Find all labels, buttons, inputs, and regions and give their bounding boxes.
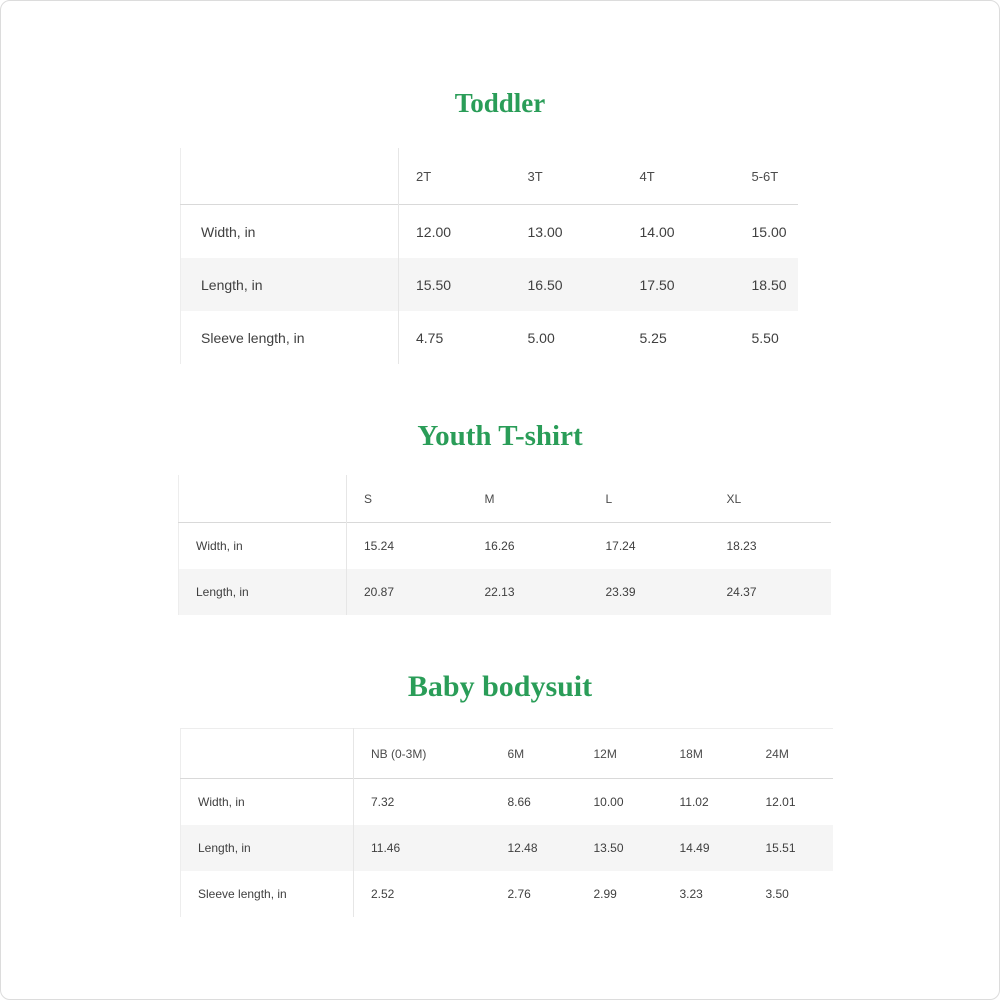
size-value-cell: 16.50 [527,276,563,293]
toddler-column-header: 4T [639,168,655,184]
size-value-cell: 13.50 [593,841,624,855]
size-value-cell: 14.49 [679,841,710,855]
row-label-sleeve-length: Sleeve length, in [181,311,399,364]
size-value-cell: 14.00 [639,223,675,240]
row-label-length: Length, in [179,569,347,615]
baby-column-header: 24M [765,746,789,761]
baby-column-header: 6M [507,746,525,761]
row-label-width: Width, in [179,523,347,570]
toddler-corner-cell [181,148,399,205]
size-value-cell: 20.87 [364,585,395,599]
size-value-cell: 15.50 [416,276,452,293]
baby-corner-cell [181,729,354,779]
table-row [181,779,833,826]
size-value-cell: 11.02 [679,795,709,809]
row-label-width: Width, in [181,779,354,826]
size-value-cell: 3.50 [765,887,789,901]
youth-header-row [179,475,831,523]
table-row [181,871,833,917]
size-value-cell: 2.76 [507,887,531,901]
size-value-cell: 2.52 [371,887,395,901]
baby-section-title: Baby bodysuit [407,670,593,703]
baby-size-table [180,728,833,917]
youth-column-header: S [364,491,373,506]
size-value-cell: 8.66 [507,795,531,809]
size-value-cell: 3.23 [679,887,703,901]
size-value-cell: 15.24 [364,539,395,553]
size-value-cell: 17.50 [639,276,675,293]
youth-size-table [178,475,831,615]
size-value-cell: 23.39 [605,585,636,599]
table-row [181,205,798,259]
size-value-cell: 5.25 [639,329,667,346]
size-value-cell: 5.00 [527,329,555,346]
youth-corner-cell [179,475,347,523]
size-value-cell: 22.13 [484,585,515,599]
row-label-sleeve-length: Sleeve length, in [181,871,354,917]
youth-column-header: M [484,491,495,506]
row-label-length: Length, in [181,825,354,871]
row-label-length: Length, in [181,258,399,311]
size-value-cell: 15.51 [765,841,796,855]
baby-column-header: 12M [593,746,617,761]
table-row [179,569,831,615]
size-value-cell: 4.75 [416,329,444,346]
baby-header-row [181,729,833,779]
table-row [181,258,798,311]
size-value-cell: 16.26 [484,539,515,553]
size-value-cell: 15.00 [751,223,787,240]
size-value-cell: 11.46 [371,841,401,855]
youth-section-title: Youth T-shirt [417,420,583,452]
toddler-section-title: Toddler [454,88,546,118]
size-value-cell: 10.00 [593,795,624,809]
table-row [181,825,833,871]
size-value-cell: 17.24 [605,539,636,553]
size-value-cell: 12.01 [765,795,796,809]
size-value-cell: 24.37 [726,585,757,599]
toddler-column-header: 5-6T [751,168,779,184]
baby-column-header: 18M [679,746,703,761]
size-value-cell: 5.50 [751,329,779,346]
size-value-cell: 2.99 [593,887,617,901]
table-row [179,523,831,570]
row-label-width: Width, in [181,205,399,259]
youth-column-header: L [605,491,613,506]
size-value-cell: 7.32 [371,795,395,809]
toddler-size-table [180,148,798,364]
size-value-cell: 12.00 [416,223,452,240]
size-value-cell: 18.23 [726,539,757,553]
toddler-header-row [181,148,798,205]
toddler-column-header: 3T [527,168,543,184]
size-value-cell: 12.48 [507,841,538,855]
size-value-cell: 18.50 [751,276,787,293]
table-row [181,311,798,364]
youth-column-header: XL [726,491,742,506]
baby-column-header: NB (0-3M) [371,746,427,761]
size-value-cell: 13.00 [527,223,563,240]
toddler-column-header: 2T [416,168,432,184]
